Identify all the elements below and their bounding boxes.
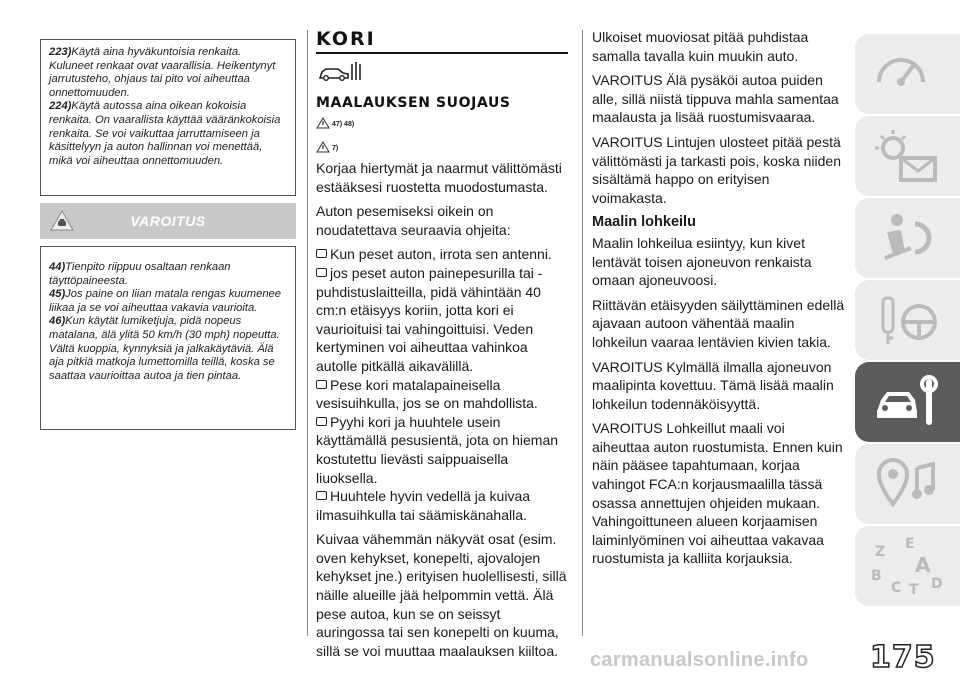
key-steering-wheel-icon bbox=[871, 290, 943, 350]
bullet-icon bbox=[316, 249, 327, 258]
paragraph: Kuivaa vähemmän näkyvät osat (esim. oven kehykset, konepelti, ajovalojen kehykset jne.) erityisen huolellisesti, sillä näille alueille jää helpommin vettä. Älä pese autoa, kun se on seissyt auringossa tai sen konepelti on kuuma, sillä se voi muuttaa maalauksen kiiltoa. bbox=[316, 531, 567, 659]
bullet-icon bbox=[316, 268, 327, 277]
reference-line bbox=[316, 117, 570, 135]
paragraph: VAROITUS Älä pysäköi autoa puiden alle, sillä niistä tippuva mahla samentaa maalausta ja lisää ruostumisvaaraa. bbox=[592, 72, 839, 126]
bullet-icon bbox=[316, 491, 327, 500]
airbag-seatbelt-icon bbox=[871, 208, 943, 268]
warning-triangle-icon bbox=[50, 209, 74, 233]
list-item: jos peset auton painepesurilla tai -puhdistuslaitteilla, pidä vähintään 40 cm:n etäisyys koriin, jotta kori ei vaurioituisi tai vahingoittuisi. Veden kertyminen voi aiheuttaa vahinkoa autolle pitkällä aikavälillä. bbox=[316, 264, 543, 374]
reference-line bbox=[316, 141, 570, 159]
list-item: Kun peset auton, irrota sen antenni. bbox=[316, 245, 570, 264]
car-wrench-icon bbox=[871, 372, 943, 432]
tab-multimedia[interactable] bbox=[855, 444, 960, 524]
paragraph: Auton pesemiseksi oikein on noudatettava seuraavia ohjeita: bbox=[316, 203, 511, 238]
location-music-icon bbox=[871, 454, 943, 514]
warning-item-46: 46)Kun käytät lumiketjuja, pidä nopeus matalana, älä ylitä 50 km/h (30 mph) nopeutta. Vältä kuoppia, kynnyksiä ja jalkakäytäviä. Älä aja pitkiä matkoja lumettomilla teillä, koska se saattaa vaurioittaa autoa ja tien pintaa. bbox=[49, 315, 280, 382]
caution-triangle-icon bbox=[316, 141, 330, 153]
list-item: Huuhtele hyvin vedellä ja kuivaa ilmasuihkulla tai säämiskänahalla. bbox=[316, 488, 531, 523]
paragraph: VAROITUS Kylmällä ilmalla ajoneuvon maalipinta kovettuu. Tämä lisää maalin lohkeilun todennäköisyyttä. bbox=[592, 358, 834, 412]
paint-care-section bbox=[592, 28, 846, 574]
tab-lights-info[interactable] bbox=[855, 116, 960, 196]
tab-maintenance[interactable] bbox=[855, 362, 960, 442]
caution-ref: 7) bbox=[332, 145, 339, 152]
subsection-heading: Maalin lohkeilu bbox=[592, 214, 696, 231]
section-heading: KORI bbox=[316, 28, 376, 50]
dashboard-speedometer-icon bbox=[871, 44, 931, 104]
alphabet-index-icon bbox=[871, 536, 943, 596]
bullet-icon bbox=[316, 417, 327, 426]
tab-index[interactable] bbox=[855, 526, 960, 606]
svg-text:C: C bbox=[891, 580, 902, 596]
svg-text:D: D bbox=[931, 576, 943, 592]
bullet-icon bbox=[316, 380, 327, 389]
paragraph: Maalin lohkeilua esiintyy, kun kivet lentävät toisen ajoneuvon renkaista omaan ajoneuvoosi. bbox=[592, 234, 812, 289]
lamp-mail-icon bbox=[871, 126, 943, 186]
warning-item-224: 224)Käytä autossa aina oikean kokoisia renkaita. On vaarallista käyttää vääränkokoisia renkaita. Se voi vaikuttaa jarruttamiseen ja käsittelyyn ja auton hallinnan voi menettää, mikä voi aiheuttaa onnettomuuden. bbox=[49, 100, 281, 167]
column-divider bbox=[582, 30, 583, 636]
section-subheading: MAALAUKSEN SUOJAUS bbox=[316, 95, 511, 111]
paragraph: Ulkoiset muoviosat pitää puhdistaa samalla tavalla kuin muukin auto. bbox=[592, 29, 809, 64]
warning-item-45: 45)Jos paine on liian matala rengas kuumenee liikaa ja se voi aiheuttaa vakavia vaurioita. bbox=[49, 288, 281, 314]
car-wash-icon bbox=[316, 60, 366, 82]
list-item: Pese kori matalapaineisella vesisuihkulla, jos se on mahdollista. bbox=[316, 376, 538, 412]
list-item: Pyyhi kori ja huuhtele usein käyttämällä pesusientä, jota on hieman kostutettu lievästi saippuaisella liuoksella. bbox=[316, 413, 559, 486]
warning-item-223: 223)Käytä aina hyväkuntoisia renkaita. Kuluneet renkaat ovat vaarallisia. Heikentynyt jarrutusteho, ohjaus tai pito voi aiheuttaa onnettomuuden. bbox=[49, 46, 276, 99]
warning-header bbox=[40, 203, 296, 239]
tab-dashboard[interactable] bbox=[855, 34, 960, 114]
paragraph: Korjaa hiertymät ja naarmut välittömästi estääksesi ruostetta muodostumasta. bbox=[316, 160, 562, 195]
tab-starting-driving[interactable] bbox=[855, 280, 960, 360]
warning-refs: 47) 48) bbox=[332, 121, 355, 128]
paragraph: Riittävän etäisyyden säilyttäminen edellä ajavaan autoon vähentää maalin lohkeilun vaaraa lentävien kivien takia. bbox=[592, 296, 845, 350]
svg-text:T: T bbox=[909, 582, 919, 596]
tab-safety[interactable] bbox=[855, 198, 960, 278]
watermark: carmanualsonline.info bbox=[590, 649, 809, 671]
paragraph: VAROITUS Lohkeillut maali voi aiheuttaa auton ruostumista. Ennen kuin näin pääsee tapahtumaan, korjaa vahingot FCA:n korjausmaalilla tässä osassa annettujen ohjeiden mukaan. Vahingoittuneen alueen korjaamisen laiminlyöminen voi aiheuttaa vakavaa ruostumista ja kalliita korjauksia. bbox=[592, 420, 843, 567]
column-divider bbox=[307, 30, 308, 636]
heading-rule bbox=[316, 52, 568, 54]
warning-title: VAROITUS bbox=[130, 213, 206, 229]
svg-text:E: E bbox=[905, 536, 915, 552]
page-number: 175 bbox=[870, 640, 936, 675]
paragraph: VAROITUS Lintujen ulosteet pitää pestä välittömästi ja tarkasti pois, koska niiden sisältämä happo on erityisen voimakasta. bbox=[592, 133, 841, 206]
svg-text:Z: Z bbox=[875, 544, 886, 560]
svg-text:B: B bbox=[871, 568, 882, 584]
tyre-warning-box bbox=[40, 39, 296, 196]
warning-item-44: 44)Tienpito riippuu osaltaan renkaan täyttöpaineesta. bbox=[49, 261, 231, 287]
warning-triangle-icon bbox=[316, 117, 330, 129]
body-care-section bbox=[316, 28, 570, 666]
svg-text:A: A bbox=[915, 553, 931, 577]
tyre-pressure-warning-box bbox=[40, 246, 296, 430]
